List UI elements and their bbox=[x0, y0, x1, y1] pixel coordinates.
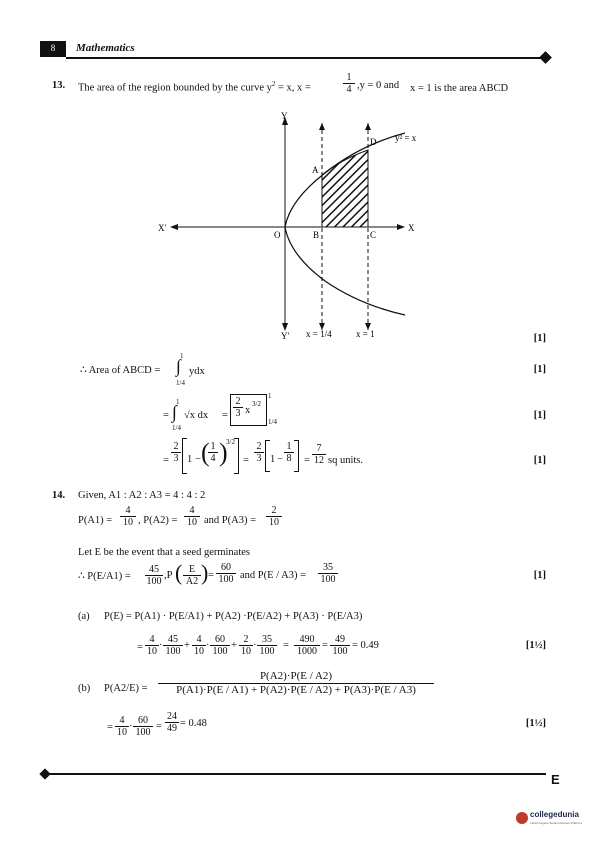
header-rule bbox=[66, 57, 546, 59]
q13-text-cont: ,y = 0 and bbox=[357, 80, 400, 91]
integral-sign: ∫ bbox=[176, 356, 181, 376]
x-arrow-left-icon bbox=[170, 224, 178, 230]
a-t3a: $\frac{2}{10}$ bbox=[241, 634, 251, 657]
q14-given: Given, A1 : A2 : A3 = 4 : 4 : 2 bbox=[78, 490, 206, 501]
footer-letter: E bbox=[551, 772, 560, 787]
a-t1b: $\frac{45}{100}$ bbox=[163, 634, 183, 657]
step3-one2: 1 bbox=[270, 454, 276, 465]
a-plus2: + bbox=[231, 640, 237, 651]
footer-rule bbox=[46, 773, 546, 775]
page-subject: Mathematics bbox=[76, 42, 135, 54]
mark-figure: [1] bbox=[533, 333, 546, 344]
label-curve: y² = x bbox=[395, 133, 417, 143]
step3-paren-close: ) bbox=[219, 438, 228, 467]
header-diamond-icon bbox=[539, 51, 552, 64]
event-text: Let E be the event that a seed germinates bbox=[78, 547, 251, 558]
step3-pow: 3/2 bbox=[226, 438, 235, 446]
part-a-formula: P(E) = P(A1) · P(E/A1) + P(A2) ·P(E/A2) + P(A3) · P(E/A3) bbox=[104, 611, 363, 622]
step2-integral-sign: ∫ bbox=[172, 402, 177, 422]
a-t3b: $\frac{35}{100}$ bbox=[257, 634, 277, 657]
step2-close bbox=[262, 394, 267, 426]
a-eq3: = bbox=[322, 640, 328, 651]
q13-text: The area of the region bounded by the curve $y^2 = x$, x = bbox=[78, 80, 311, 94]
step2-eq: = bbox=[163, 410, 169, 421]
step3-minus: − bbox=[195, 454, 201, 465]
c3-frac: $\frac{35}{100}$ bbox=[318, 562, 338, 585]
step3-inner2: $\frac{1}{8}$ bbox=[284, 441, 294, 464]
mark-part-a: [1½] bbox=[525, 640, 546, 651]
logo-tagline: India's largest Student Review Platform bbox=[530, 821, 583, 825]
cond-eq: = bbox=[208, 570, 214, 581]
step2-int-lower: 1/4 bbox=[172, 424, 181, 432]
pa2-label: , P(A2) = bbox=[138, 515, 178, 526]
a-dot3: · bbox=[253, 640, 257, 651]
c2-frac: $\frac{60}{100}$ bbox=[216, 562, 236, 585]
step2-upper: 1 bbox=[268, 392, 272, 400]
cond-label: ∴ P(E/A1) = bbox=[78, 571, 131, 582]
cond-paren-open: ( bbox=[175, 560, 183, 585]
area-label: ∴ Area of ABCD = bbox=[80, 365, 161, 376]
shaded-region bbox=[322, 150, 368, 227]
label-Y-prime: Y' bbox=[281, 331, 290, 341]
a-result: = 0.49 bbox=[352, 640, 379, 651]
step3-bracket-close bbox=[234, 438, 239, 474]
q13-text-end: x = 1 is the area ABCD bbox=[410, 83, 509, 94]
step3-eq: = bbox=[163, 455, 169, 466]
cond-paren-close: ) bbox=[201, 560, 209, 585]
int-lower: 1/4 bbox=[176, 379, 185, 387]
mark-part-b: [1½] bbox=[525, 718, 546, 729]
y-arrow-down-icon bbox=[282, 323, 288, 331]
step3-eq2: = bbox=[243, 455, 249, 466]
cond-and: and P(E / A3) = bbox=[240, 570, 306, 581]
cond-E-over-A2: $\frac{E}{A2}$ bbox=[183, 564, 201, 587]
label-A: A bbox=[312, 165, 319, 175]
part-a-label: (a) bbox=[78, 611, 90, 622]
part-b-lhs: P(A2/E) = bbox=[104, 683, 148, 694]
step2-int-upper: 1 bbox=[176, 398, 180, 406]
mark-cond: [1] bbox=[533, 570, 546, 581]
step2-x: x bbox=[245, 405, 251, 416]
label-x-quarter: x = 1/4 bbox=[306, 329, 332, 339]
b-f1: $\frac{4}{10}$ bbox=[117, 715, 127, 738]
step3-inner: $\frac{1}{4}$ bbox=[208, 441, 218, 464]
pa3-label: and P(A3) = bbox=[204, 515, 256, 526]
q14-number: 14. bbox=[52, 490, 66, 501]
line-one-arrow-up-icon bbox=[365, 123, 371, 130]
step3-minus2: − bbox=[277, 454, 283, 465]
logo-text: collegedunia bbox=[530, 810, 579, 819]
cond-P: ,P bbox=[164, 570, 173, 581]
area-figure bbox=[150, 105, 450, 345]
logo bbox=[516, 810, 594, 832]
line-quarter-arrow-up-icon bbox=[319, 123, 325, 130]
ydx: ydx bbox=[189, 366, 205, 377]
step2-lower: 1/4 bbox=[268, 418, 277, 426]
mark-step3: [1] bbox=[533, 455, 546, 466]
step3-result: $\frac{7}{12}$ bbox=[314, 443, 324, 466]
step3-eq3: = bbox=[304, 455, 310, 466]
part-b-fraction: $\frac{P(A2)\cdot P(E / A2)}{P(A1)\cdot P(E / A1) + P(A2)\cdot P(E / A2) + P(A3)\cdot P(E / A3)}$ bbox=[158, 670, 434, 697]
label-x-one: x = 1 bbox=[356, 329, 375, 339]
pa1-label: P(A1) = bbox=[78, 515, 113, 526]
step3-one: 1 bbox=[187, 454, 193, 465]
a-t1a: $\frac{4}{10}$ bbox=[147, 634, 157, 657]
int-upper: 1 bbox=[180, 352, 184, 360]
label-O: O bbox=[274, 230, 281, 240]
part-b-label: (b) bbox=[78, 683, 91, 694]
a-dot2: · bbox=[206, 640, 210, 651]
a-r1: $\frac{490}{1000}$ bbox=[294, 634, 320, 657]
b-eq2: = bbox=[156, 721, 162, 732]
step2-eq2: = bbox=[222, 410, 228, 421]
a-plus1: + bbox=[184, 640, 190, 651]
q13-frac-quarter: $\frac{1}{4}$ bbox=[343, 72, 355, 95]
b-result: = 0.48 bbox=[180, 718, 207, 729]
label-B: B bbox=[313, 230, 320, 240]
b-f3: $\frac{24}{49}$ bbox=[167, 711, 177, 734]
page-number: 8 bbox=[50, 43, 56, 53]
x-arrow-right-icon bbox=[397, 224, 405, 230]
c1-frac: $\frac{45}{100}$ bbox=[146, 564, 162, 587]
pa3-frac: $\frac{2}{10}$ bbox=[266, 505, 282, 528]
label-D: D bbox=[370, 137, 377, 147]
a-r2: $\frac{49}{100}$ bbox=[330, 634, 350, 657]
label-X: X bbox=[408, 223, 415, 233]
a-t2a: $\frac{4}{10}$ bbox=[194, 634, 204, 657]
step3-bracket2-close bbox=[294, 440, 299, 472]
mark-area: [1] bbox=[533, 364, 546, 375]
step3-coef: $\frac{2}{3}$ bbox=[171, 441, 181, 464]
step2-coef: $\frac{2}{3}$ bbox=[233, 396, 243, 419]
a-dot1: · bbox=[159, 640, 163, 651]
mark-step2: [1] bbox=[533, 410, 546, 421]
label-X-prime: X' bbox=[158, 223, 167, 233]
label-Y: Y bbox=[281, 111, 288, 121]
b-f2: $\frac{60}{100}$ bbox=[133, 715, 153, 738]
pa1-frac: $\frac{4}{10}$ bbox=[120, 505, 136, 528]
b-dot: · bbox=[129, 721, 133, 732]
q13-number: 13. bbox=[52, 80, 66, 91]
pa2-frac: $\frac{4}{10}$ bbox=[184, 505, 200, 528]
step3-paren: ( bbox=[201, 438, 210, 467]
step2-integrand: √x dx bbox=[184, 410, 209, 421]
part-a-eq: = bbox=[137, 642, 143, 653]
logo-cap-icon bbox=[516, 812, 528, 824]
a-t2b: $\frac{60}{100}$ bbox=[210, 634, 230, 657]
a-eq2: = bbox=[283, 640, 289, 651]
step2-pow: 3/2 bbox=[252, 400, 261, 408]
step3-coef2: $\frac{2}{3}$ bbox=[254, 441, 264, 464]
step3-units: sq units. bbox=[328, 455, 364, 466]
b-eq: = bbox=[107, 722, 113, 733]
label-C: C bbox=[370, 230, 377, 240]
